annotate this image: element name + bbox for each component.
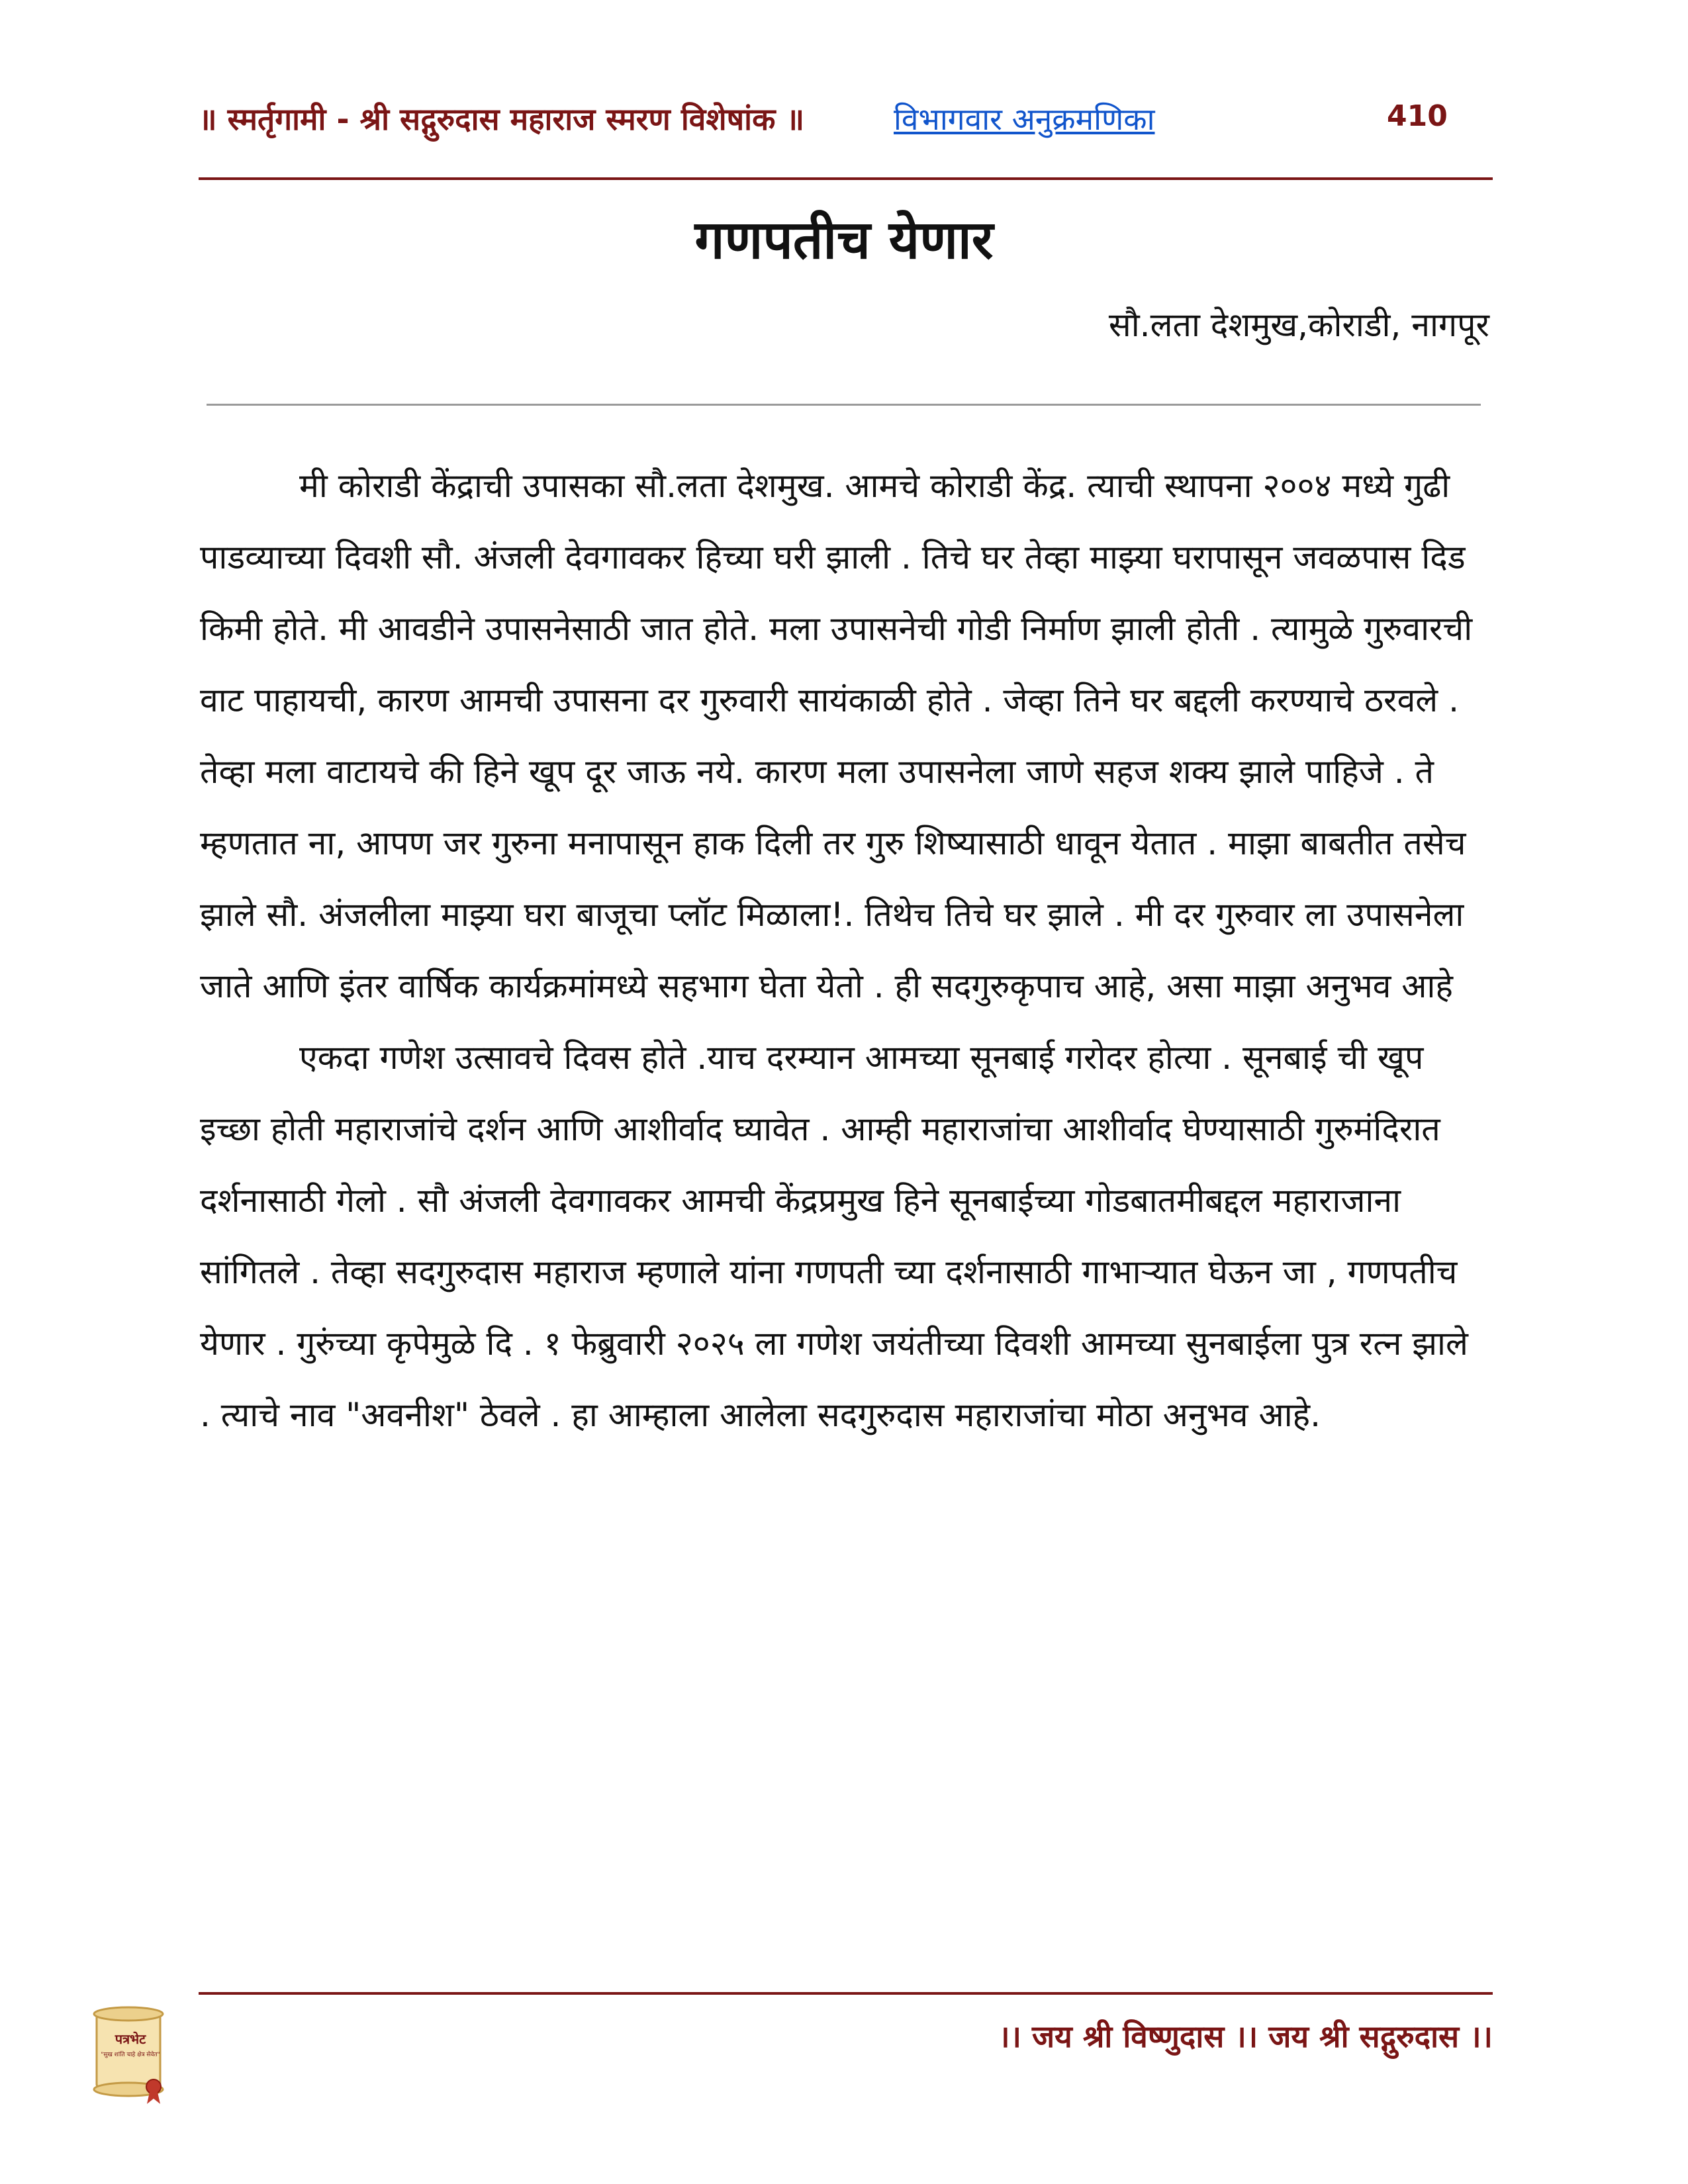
running-header-title: ॥ स्मर्तृगामी - श्री सद्गुरुदास महाराज स्मरण विशेषांक ॥ <box>199 101 804 137</box>
article-title: गणपतीच येणार <box>694 209 994 271</box>
footer-divider <box>199 1992 1493 1995</box>
paragraph-2: एकदा गणेश उत्सावचे दिवस होते .याच दरम्यान आमच्या सूनबाई गरोदर होत्या . सूनबाई ची खूप इच्छा होती महाराजांचे दर्शन आणि आशीर्वाद घ्यावेत . आम्ही महाराजांचा आशीर्वाद घेण्यासाठी गुरुमंदिरात दर्शनासाठी गेलो . सौ अंजली देवगावकर आमची केंद्रप्रमुख हिने सूनबाईच्या गोडबातमीबद्दल महाराजाना सांगितले . तेव्हा सदगुरुदास महाराज म्हणाले यांना गणपती च्या दर्शनासाठी गाभाऱ्यात घेऊन जा , गणपतीच येणार . गुरुंच्या कृपेमुळे दि . १ फेब्रुवारी २०२५ ला गणेश जयंतीच्या दिवशी आमच्या सुनबाईला पुत्र रत्न झाले . त्याचे नाव "अवनीश" ठेवले . हा आम्हाला आलेला सदगुरुदास महाराजांचा मोठा अनुभव आहे. <box>200 1038 1468 1434</box>
article-body <box>200 450 1481 1451</box>
header-divider <box>199 177 1493 180</box>
footer-blessing: ।। जय श्री विष्णुदास ।। जय श्री सद्गुरुदास ।। <box>998 2019 1493 2054</box>
logo-label: पत्रभेट <box>115 2031 146 2047</box>
paragraph-1: मी कोराडी केंद्राची उपासका सौ.लता देशमुख. आमचे कोराडी केंद्र. त्याची स्थापना २००४ मध्ये गुढी पाडव्याच्या दिवशी सौ. अंजली देवगावकर हिच्या घरी झाली . तिचे घर तेव्हा माझ्या घरापासून जवळपास दिड किमी होते. मी आवडीने उपासनेसाठी जात होते. मला उपासनेची गोडी निर्माण झाली होती . त्यामुळे गुरुवारची वाट पाहायची, कारण आमची उपासना दर गुरुवारी सायंकाळी होते . जेव्हा तिने घर बद्दली करण्याचे ठरवले . तेव्हा मला वाटायचे की हिने खूप दूर जाऊ नये. कारण मला उपासनेला जाणे सहज शक्य झाले पाहिजे . ते म्हणतात ना, आपण जर गुरुना मनापासून हाक दिली तर गुरु शिष्यासाठी धावून येतात . माझा बाबतीत तसेच झाले सौ. अंजलीला माझ्या घरा बाजूचा प्लॉट मिळाला!. तिथेच तिचे घर झाले . मी दर गुरुवार ला उपासनेला जाते आणि इंतर वार्षिक कार्यक्रमांमध्ये सहभाग घेता येतो . ही सदगुरुकृपाच आहे, असा माझा अनुभव आहे <box>200 467 1473 1005</box>
scroll-logo-icon <box>87 2002 173 2108</box>
article-author: सौ.लता देशमुख,कोराडी, नागपूर <box>1108 306 1489 344</box>
section-index-link[interactable]: विभागवार अनुक्रमणिका <box>894 101 1155 137</box>
page-number: 410 <box>1387 99 1448 133</box>
logo-tagline: "सुख शांति चाहे क्षेत्र सेवेत" <box>101 2052 160 2058</box>
title-divider <box>207 404 1481 406</box>
